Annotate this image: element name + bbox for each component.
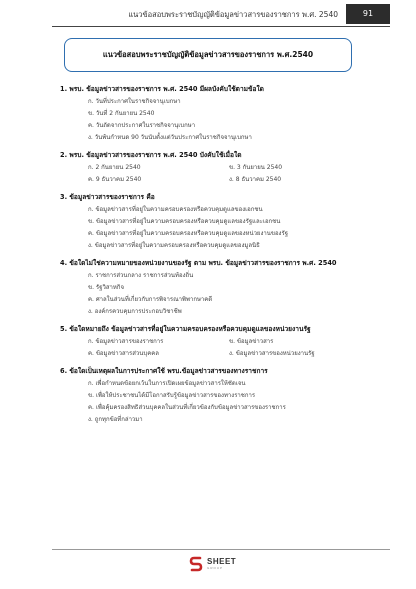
footer-divider: [52, 549, 390, 550]
question-3: [60, 192, 370, 252]
option: ก. เพื่อกำหนดข้อยกเว้นในการเปิดเผยข้อมูลข่าวสารให้ชัดเจน: [88, 380, 246, 387]
option: ง. ถูกทุกข้อที่กล่าวมา: [88, 416, 143, 423]
header-title: แนวข้อสอบพระราชบัญญัติข้อมูลข่าวสารของราชการ พ.ศ. 2540: [128, 10, 338, 19]
page-number: 91: [346, 4, 390, 24]
question-5: [60, 324, 370, 360]
option: ก. วันที่ประกาศในราชกิจจานุเบกษา: [88, 98, 181, 105]
question-text: 5. ข้อใดหมายถึง ข้อมูลข่าวสารที่อยู่ในความครอบครองหรือควบคุมดูแลของหน่วยงานรัฐ: [60, 325, 311, 333]
option: ก. 2 กันยายน 2540: [88, 164, 141, 171]
title-box: [64, 38, 352, 72]
brand-wordmark: [207, 558, 236, 570]
option: ง. วันพ้นกำหนด 90 วันนับตั้งแต่วันประกาศในราชกิจจานุเบกษา: [88, 134, 252, 141]
brand-name: SHEET: [207, 557, 237, 566]
option-grid: [60, 336, 370, 360]
question-list: [60, 84, 370, 432]
question-text: 2. พรบ. ข้อมูลข่าวสารของราชการ พ.ศ. 2540 บังคับใช้เมื่อใด: [60, 151, 242, 159]
option: ง. องค์กรควบคุมการประกอบวิชาชีพ: [88, 308, 182, 315]
option: ข. รัฐวิสาหกิจ: [88, 284, 124, 291]
option: ก. ข้อมูลข่าวสารที่อยู่ในความครอบครองหรือควบคุมดูแลของเอกชน: [88, 206, 263, 213]
option: ง. ข้อมูลข่าวสารของหน่วยงานรัฐ: [229, 350, 315, 357]
question-4: [60, 258, 370, 318]
question-text: 4. ข้อใดไม่ใช่ความหมายของหน่วยงานของรัฐ ตาม พรบ. ข้อมูลข่าวสารของราชการ พ.ศ. 2540: [60, 259, 337, 267]
option: ค. ศาลในส่วนที่เกี่ยวกับการพิจารณาพิพากษาคดี: [88, 296, 213, 303]
option: ค. เพื่อคุ้มครองสิทธิส่วนบุคคลในส่วนที่เกี่ยวข้องกับข้อมูลข่าวสารของราชการ: [88, 404, 286, 411]
option: ข. ข้อมูลข่าวสารที่อยู่ในความครอบครองหรือควบคุมดูแลของรัฐและเอกชน: [88, 218, 281, 225]
question-6: [60, 366, 370, 426]
option: ง. 8 ธันวาคม 2540: [229, 176, 282, 183]
option: ค. ข้อมูลข่าวสารส่วนบุคคล: [88, 350, 159, 357]
question-text: 6. ข้อใดเป็นเหตุผลในการประกาศใช้ พรบ.ข้อมูลข่าวสารของทางราชการ: [60, 367, 268, 375]
box-title: แนวข้อสอบพระราชบัญญัติข้อมูลข่าวสารของราชการ พ.ศ.2540: [102, 50, 314, 59]
option-grid: [60, 162, 370, 186]
header-divider: [52, 26, 390, 27]
option: ข. เพื่อให้ประชาชนได้มีโอกาสรับรู้ข้อมูลข่าวสารของทางราชการ: [88, 392, 256, 399]
question-1: [60, 84, 370, 144]
option: ข. วันที่ 2 กันยายน 2540: [88, 110, 155, 117]
option: ค. ข้อมูลข่าวสารที่อยู่ในความครอบครองหรือควบคุมดูแลของหน่วยงานของรัฐ: [88, 230, 289, 237]
option: ง. ข้อมูลข่าวสารที่อยู่ในความครอบครองหรือควบคุมดูแลของมูลนิธิ: [88, 242, 260, 249]
question-2: [60, 150, 370, 186]
option: ข. ข้อมูลข่าวสาร: [229, 338, 274, 345]
question-text: 3. ข้อมูลข่าวสารของราชการ คือ: [60, 193, 155, 201]
page-header: [0, 0, 416, 28]
option: ค. วันถัดจากประกาศในราชกิจจานุเบกษา: [88, 122, 196, 129]
question-text: 1. พรบ. ข้อมูลข่าวสารของราชการ พ.ศ. 2540 มีผลบังคับใช้ตามข้อใด: [60, 85, 264, 93]
brand-logo: [189, 556, 236, 572]
brand-subtitle: GROUP: [207, 566, 224, 570]
option: ค. 9 ธันวาคม 2540: [88, 176, 142, 183]
option: ก. ข้อมูลข่าวสารของราชการ: [88, 338, 164, 345]
option: ข. 3 กันยายน 2540: [229, 164, 283, 171]
sheet-logo-icon: [189, 556, 203, 572]
option: ก. ราชการส่วนกลาง ราชการส่วนท้องถิ่น: [88, 272, 194, 279]
